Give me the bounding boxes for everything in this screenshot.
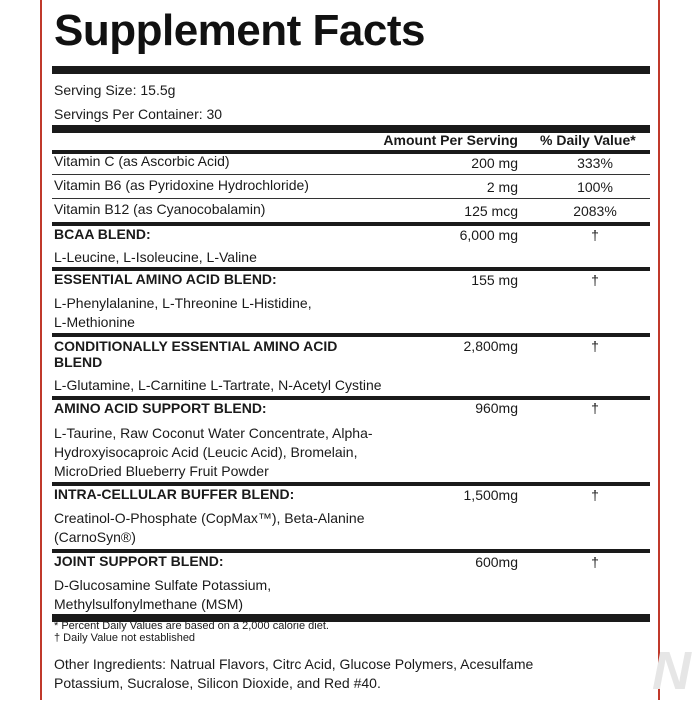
vitamin-b6-amount: 2 mg [486, 179, 518, 195]
panel-title: Supplement Facts [54, 6, 425, 55]
conditional-blend-name: BLEND [54, 354, 103, 370]
vitamin-c-dv: 333% [577, 155, 613, 171]
footnote-not-established: † Daily Value not established [54, 632, 196, 644]
header-daily-value: % Daily Value* [540, 132, 636, 148]
vitamin-b12-amount: 125 mcg [464, 203, 518, 219]
joint-blend-name: JOINT SUPPORT BLEND: [54, 553, 224, 569]
divider [52, 66, 650, 74]
vitamin-c-amount: 200 mg [471, 155, 518, 171]
divider [52, 174, 650, 175]
vitamin-b6-dv: 100% [577, 179, 613, 195]
joint-blend-amount: 600mg [475, 554, 518, 570]
serving-size: Serving Size: 15.5g [54, 82, 176, 98]
supplement-facts-panel [50, 0, 650, 700]
essential-blend-name: ESSENTIAL AMINO ACID BLEND: [54, 271, 277, 287]
header-amount: Amount Per Serving [383, 132, 518, 148]
bcaa-blend-amount: 6,000 mg [459, 227, 518, 243]
servings-per-container: Servings Per Container: 30 [54, 106, 223, 122]
support-blend-ingredients: Hydroxyisocaproic Acid (Leucic Acid), Bromelain, [54, 444, 358, 460]
vitamin-c-name: Vitamin C (as Ascorbic Acid) [54, 153, 230, 169]
divider [52, 198, 650, 199]
watermark-logo: N [652, 641, 691, 701]
conditional-blend-dv: † [591, 338, 599, 354]
support-blend-name: AMINO ACID SUPPORT BLEND: [54, 400, 267, 416]
essential-blend-amount: 155 mg [471, 272, 518, 288]
conditional-blend-amount: 2,800mg [463, 338, 518, 354]
essential-blend-ingredients: L-Methionine [54, 314, 135, 330]
conditional-blend-name: CONDITIONALLY ESSENTIAL AMINO ACID [54, 338, 338, 354]
buffer-blend-amount: 1,500mg [463, 487, 518, 503]
buffer-blend-ingredients: Creatinol-O-Phosphate (CopMax™), Beta-Alanine [54, 510, 365, 526]
divider [52, 333, 650, 337]
support-blend-ingredients: MicroDried Blueberry Fruit Powder [54, 463, 269, 479]
bcaa-blend-name: BCAA BLEND: [54, 226, 151, 242]
vitamin-b12-name: Vitamin B12 (as Cyanocobalamin) [54, 201, 266, 217]
footnote-daily-values: * Percent Daily Values are based on a 2,000 calorie diet. [54, 620, 329, 632]
other-ingredients: Potassium, Sucralose, Silicon Dioxide, and Red #40. [54, 675, 381, 691]
support-blend-ingredients: L-Taurine, Raw Coconut Water Concentrate, Alpha- [54, 425, 373, 441]
essential-blend-dv: † [591, 272, 599, 288]
buffer-blend-ingredients: (CarnoSyn®) [54, 529, 136, 545]
bcaa-blend-ingredients: L-Leucine, L-Isoleucine, L-Valine [54, 249, 257, 265]
buffer-blend-dv: † [591, 487, 599, 503]
essential-blend-ingredients: L-Phenylalanine, L-Threonine L-Histidine, [54, 295, 312, 311]
support-blend-dv: † [591, 400, 599, 416]
joint-blend-dv: † [591, 554, 599, 570]
joint-blend-ingredients: Methylsulfonylmethane (MSM) [54, 596, 244, 612]
conditional-blend-ingredients: L-Glutamine, L-Carnitine L-Tartrate, N-Acetyl Cystine [54, 377, 382, 393]
joint-blend-ingredients: D-Glucosamine Sulfate Potassium, [54, 577, 272, 593]
vitamin-b12-dv: 2083% [573, 203, 617, 219]
vitamin-b6-name: Vitamin B6 (as Pyridoxine Hydrochloride) [54, 177, 309, 193]
other-ingredients: Other Ingredients: Natrual Flavors, Citrc Acid, Glucose Polymers, Acesulfame [54, 656, 534, 672]
support-blend-amount: 960mg [475, 400, 518, 416]
bcaa-blend-dv: † [591, 227, 599, 243]
buffer-blend-name: INTRA-CELLULAR BUFFER BLEND: [54, 486, 295, 502]
